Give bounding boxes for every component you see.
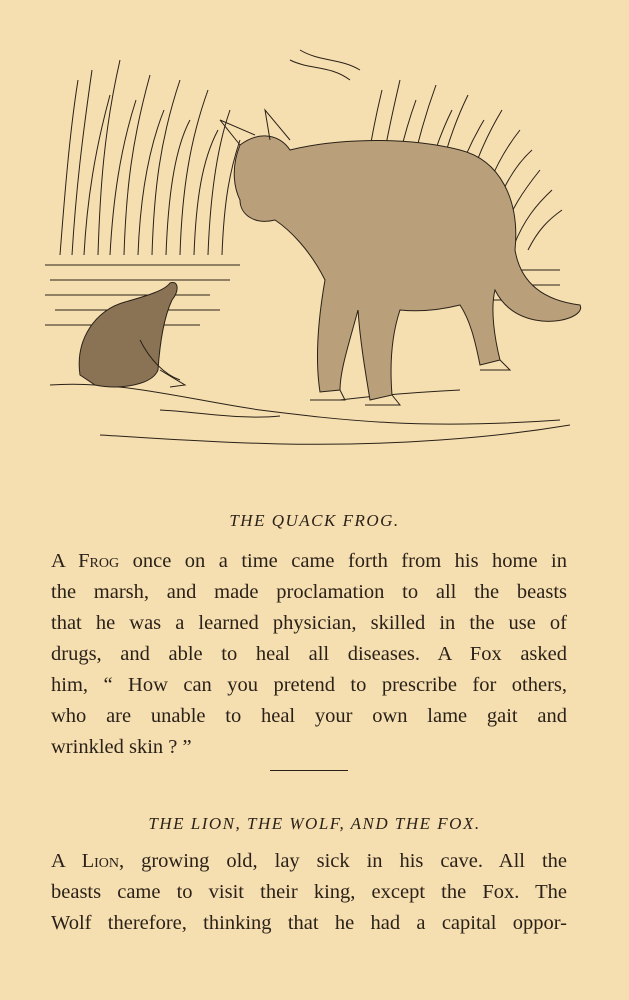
text-line: Wolf therefore, thinking that he had a capital oppor-: [51, 912, 567, 934]
fable-title-quack-frog: THE QUACK FROG.: [229, 511, 400, 530]
fox-and-frog-engraving-icon: [40, 40, 590, 480]
fable-title-lion-wolf-fox: THE LION, THE WOLF, AND THE FOX.: [148, 814, 481, 833]
text-line: drugs, and able to heal all diseases. A Fox asked: [51, 643, 567, 665]
lead-word: A Lion: [51, 850, 120, 872]
text-line: beasts came to visit their king, except the Fox. The: [51, 881, 567, 903]
fable-text-quack-frog: [51, 546, 567, 766]
text-line: that he was a learned physician, skilled in the use of: [51, 612, 567, 634]
text-line: who are unable to heal your own lame gait and: [51, 705, 567, 727]
text-line: A Frog once on a time came forth from his home in: [51, 550, 567, 572]
fable-text-lion-wolf-fox: [51, 846, 567, 966]
text-line: the marsh, and made proclamation to all the beasts: [51, 581, 567, 603]
lead-word: A Frog: [51, 550, 120, 572]
text-line: A Lion, growing old, lay sick in his cave. All the: [51, 850, 567, 872]
text-line: wrinkled skin ? ”: [51, 736, 192, 758]
section-divider: [270, 770, 348, 771]
text-line: him, “ How can you pretend to prescribe for others,: [51, 674, 567, 696]
